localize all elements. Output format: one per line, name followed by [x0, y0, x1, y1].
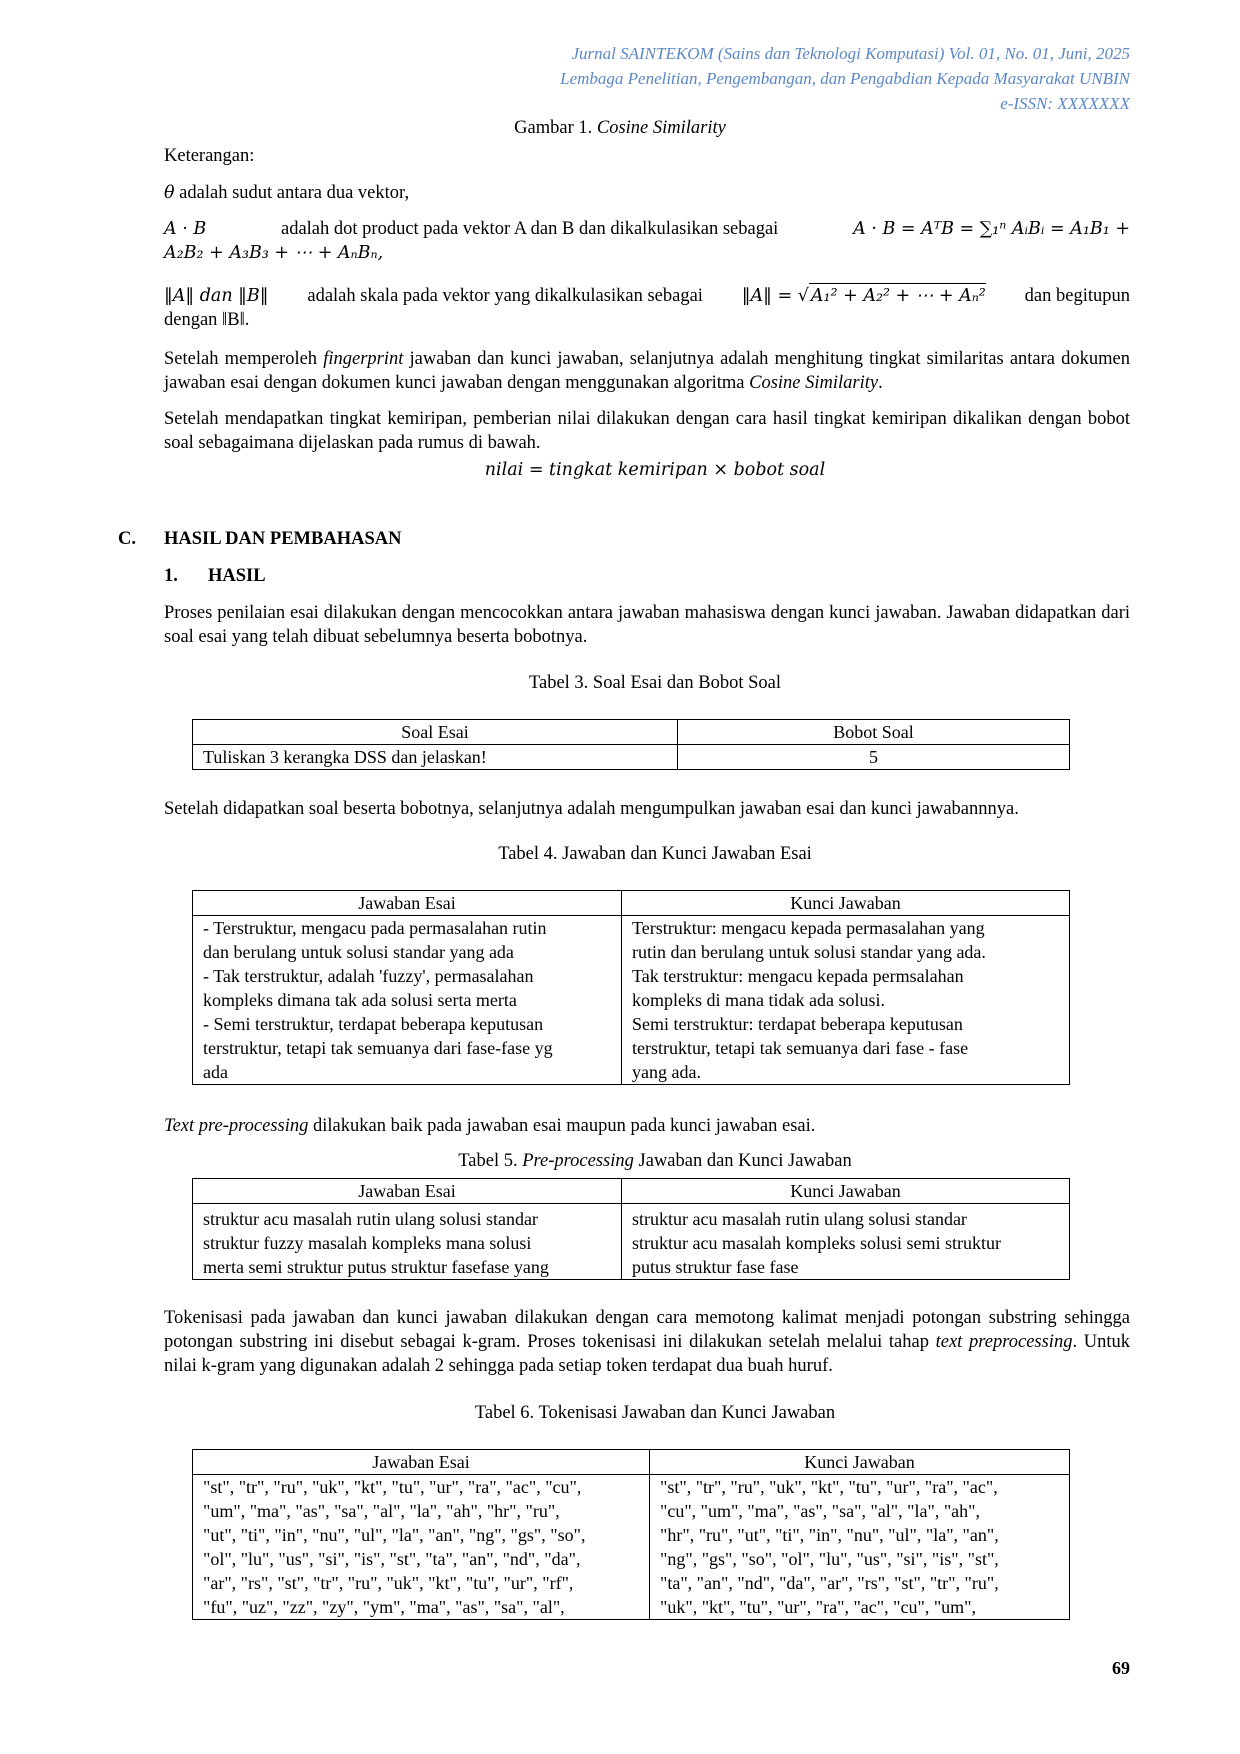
keterangan-label: Keterangan: [164, 146, 255, 166]
header-institution: Lembaga Penelitian, Pengembangan, dan Pengabdian Kepada Masyarakat UNBIN [560, 69, 1130, 88]
table5-kunci-line: putus struktur fase fase [632, 1257, 799, 1277]
table4-jawaban-line: - Terstruktur, mengacu pada permasalahan rutin [203, 918, 547, 938]
table6-cell-kunci [650, 1475, 1070, 1620]
table5-jawaban-line: struktur fuzzy masalah kompleks mana solusi [203, 1233, 532, 1253]
para5-italic: Text pre-processing [164, 1116, 309, 1136]
dot-formula-line1: A · B = AᵀB = ∑₁ⁿ AᵢBᵢ = A₁B₁ + [853, 219, 1130, 239]
table6-kunci-line: "hr", "ru", "ut", "ti", "in", "nu", "ul", "la", "an", [660, 1525, 999, 1545]
norm-definition [164, 283, 1130, 332]
table6-kunci-line: "uk", "kt", "tu", "ur", "ra", "ac", "cu", "um", [660, 1597, 977, 1617]
norm-line2: dengan ‖B‖. [164, 310, 250, 330]
paragraph-fingerprint [164, 347, 1130, 395]
table5-caption-italic: Pre-processing [522, 1151, 634, 1171]
header-journal-title: Jurnal SAINTEKOM (Sains dan Teknologi Komputasi) Vol. 01, No. 01, Juni, 2025 [571, 44, 1130, 63]
table5-kunci-line: struktur acu masalah kompleks solusi semi struktur [632, 1233, 1001, 1253]
section-letter: C. [118, 529, 136, 549]
table4-kunci-line: Tak terstruktur: mengacu kepada permsalahan [632, 966, 964, 986]
norm-text-tail: dan begitupun [1024, 286, 1130, 306]
table6-jawaban-line: "fu", "uz", "zz", "zy", "ym", "ma", "as", "sa", "al", [203, 1597, 565, 1617]
table5-kunci-line: struktur acu masalah rutin ulang solusi standar [632, 1209, 967, 1229]
table6-kunci-line: "ta", "an", "nd", "da", "ar", "rs", "st", "tr", "ru", [660, 1573, 999, 1593]
theta-symbol: θ [164, 183, 175, 203]
dot-formula-line2: A₂B₂ + A₃B₃ + ⋯ + AₙBₙ, [164, 243, 384, 263]
table4-kunci-line: terstruktur, tetapi tak semuanya dari fase - fase [632, 1038, 969, 1058]
para5-rest: dilakukan baik pada jawaban esai maupun pada kunci jawaban esai. [308, 1116, 816, 1136]
para6-b: . Untuk nilai k-gram yang digunakan adalah 2 sehingga pada setiap token terdapat dua buah huruf. [164, 1332, 1131, 1376]
table5-caption-rest: Jawaban dan Kunci Jawaban [633, 1151, 852, 1171]
paragraph-text-preprocessing [164, 1114, 1130, 1138]
para6-italic: text preprocessing [935, 1332, 1073, 1352]
para1-b: jawaban dan kunci jawaban, selanjutnya adalah menghitung tingkat similaritas antara dokumen jawaban esai dengan dokumen kunci jawaban dengan menggunakan algoritma [164, 349, 1130, 393]
table4-kunci-line: rutin dan berulang untuk solusi standar yang ada. [632, 942, 986, 962]
norm-formula-root: A₁² + A₂² + ⋯ + Aₙ² [809, 283, 986, 308]
table4-kunci-line: kompleks di mana tidak ada solusi. [632, 990, 885, 1010]
table3-cell-bobot: 5 [678, 745, 1070, 770]
table4-cell-kunci [622, 916, 1070, 1085]
table-row [193, 1475, 1070, 1620]
para1-italic: fingerprint [323, 349, 404, 369]
table5 [192, 1178, 1070, 1280]
table4-kunci-line: Semi terstruktur: terdapat beberapa keputusan [632, 1014, 963, 1034]
paragraph-kumpul-jawaban: Setelah didapatkan soal beserta bobotnya, selanjutnya adalah mengumpulkan jawaban esai dan kunci jawabannnya. [164, 799, 1019, 819]
table4-header-kunci: Kunci Jawaban [622, 891, 1070, 916]
table5-cell-kunci [622, 1204, 1070, 1280]
table6-kunci-line: "ng", "gs", "so", "ol", "lu", "us", "si", "is", "st", [660, 1549, 999, 1569]
table6-kunci-line: "cu", "um", "ma", "as", "sa", "al", "la", "ah", [660, 1501, 981, 1521]
table5-jawaban-line: merta semi struktur putus struktur fasefase yang [203, 1257, 549, 1277]
table6-jawaban-line: "um", "ma", "as", "sa", "al", "la", "ah", "hr", "ru", [203, 1501, 560, 1521]
paragraph-tokenisasi [164, 1306, 1130, 1378]
table5-jawaban-line: struktur acu masalah rutin ulang solusi standar [203, 1209, 538, 1229]
norm-formula-lhs: ‖A‖ = [741, 286, 793, 306]
table6-jawaban-line: "ol", "lu", "us", "si", "is", "st", "ta", "an", "nd", "da", [203, 1549, 581, 1569]
table6-header-kunci: Kunci Jawaban [650, 1450, 1070, 1475]
formula-nilai: nilai = tingkat kemiripan × bobot soal [484, 460, 826, 480]
table3-header-soal: Soal Esai [193, 720, 678, 745]
table6-jawaban-line: "ar", "rs", "st", "tr", "ru", "uk", "kt", "tu", "ur", "rf", [203, 1573, 574, 1593]
header-issn: e-ISSN: XXXXXXX [1000, 94, 1130, 113]
table3-caption: Tabel 3. Soal Esai dan Bobot Soal [528, 673, 782, 693]
table6-header-jawaban: Jawaban Esai [193, 1450, 650, 1475]
table4-jawaban-line: - Semi terstruktur, terdapat beberapa keputusan [203, 1014, 544, 1034]
table4-jawaban-line: terstruktur, tetapi tak semuanya dari fase-fase yg [203, 1038, 553, 1058]
figure-caption-prefix: Gambar 1. [514, 118, 597, 138]
table-row [193, 1204, 1070, 1280]
table3 [192, 719, 1070, 770]
dot-product-definition [164, 217, 1130, 265]
figure-caption [0, 118, 1240, 139]
table4-cell-jawaban [193, 916, 622, 1085]
table6 [192, 1449, 1070, 1620]
page-number: 69 [1112, 1658, 1130, 1678]
table6-jawaban-line: "st", "tr", "ru", "uk", "kt", "tu", "ur", "ra", "ac", "cu", [203, 1477, 582, 1497]
dot-text: adalah dot product pada vektor A dan B dan dikalkulasikan sebagai [281, 219, 779, 239]
theta-definition [164, 181, 409, 205]
table5-caption [0, 1151, 1240, 1172]
subsection-title: HASIL [208, 566, 266, 586]
theta-text: adalah sudut antara dua vektor, [179, 183, 410, 203]
table5-header-jawaban: Jawaban Esai [193, 1179, 622, 1204]
table6-cell-jawaban [193, 1475, 650, 1620]
table-row [193, 916, 1070, 1085]
table4-header-jawaban: Jawaban Esai [193, 891, 622, 916]
table4-jawaban-line: dan berulang untuk solusi standar yang ada [203, 942, 514, 962]
table4-caption: Tabel 4. Jawaban dan Kunci Jawaban Esai [498, 844, 812, 864]
table5-caption-prefix: Tabel 5. [458, 1151, 523, 1171]
paragraph-nilai: Setelah mendapatkan tingkat kemiripan, pemberian nilai dilakukan dengan cara hasil tingkat kemiripan dikalikan dengan bobot soal sebagaimana dijelaskan pada rumus di bawah. [164, 409, 1130, 453]
table3-header-bobot: Bobot Soal [678, 720, 1070, 745]
table4 [192, 890, 1070, 1085]
section-title: HASIL DAN PEMBAHASAN [164, 529, 402, 549]
table-row [193, 745, 1070, 770]
para1-italic2: Cosine Similarity [749, 373, 879, 393]
para6-a: Tokenisasi pada jawaban dan kunci jawaban dilakukan dengan cara memotong kalimat menjadi potongan substring sehingga potongan substring ini disebut sebagai k-gram. Proses tokenisasi ini dilakukan setelah melalui tahap [164, 1308, 1130, 1352]
norm-lead-math: ‖A‖ dan ‖B‖ [164, 286, 269, 306]
table5-header-kunci: Kunci Jawaban [622, 1179, 1070, 1204]
table4-kunci-line: yang ada. [632, 1062, 701, 1082]
norm-text: adalah skala pada vektor yang dikalkulasikan sebagai [307, 286, 703, 306]
table3-cell-soal: Tuliskan 3 kerangka DSS dan jelaskan! [193, 745, 678, 770]
table5-cell-jawaban [193, 1204, 622, 1280]
table4-jawaban-line: kompleks dimana tak ada solusi serta merta [203, 990, 517, 1010]
table4-jawaban-line: ada [203, 1062, 228, 1082]
table6-caption: Tabel 6. Tokenisasi Jawaban dan Kunci Jawaban [474, 1403, 836, 1423]
journal-header [560, 41, 1130, 116]
table4-jawaban-line: - Tak terstruktur, adalah 'fuzzy', permasalahan [203, 966, 534, 986]
figure-caption-title: Cosine Similarity [596, 118, 726, 138]
subsection-number: 1. [164, 566, 178, 586]
table6-kunci-line: "st", "tr", "ru", "uk", "kt", "tu", "ur", "ra", "ac", [660, 1477, 998, 1497]
para1-c: . [878, 373, 883, 393]
dot-lead-math: A · B [164, 219, 207, 239]
paragraph-proses-penilaian: Proses penilaian esai dilakukan dengan mencocokkan antara jawaban mahasiswa dengan kunci jawaban. Jawaban didapatkan dari soal esai yang telah dibuat sebelumnya beserta bobotnya. [164, 603, 1130, 647]
norm-formula: ‖A‖ = √ A₁² + A₂² + ⋯ + Aₙ² [742, 283, 986, 308]
table6-jawaban-line: "ut", "ti", "in", "nu", "ul", "la", "an", "ng", "gs", "so", [203, 1525, 586, 1545]
table4-kunci-line: Terstruktur: mengacu kepada permasalahan yang [632, 918, 985, 938]
para1-a: Setelah memperoleh [164, 349, 324, 369]
